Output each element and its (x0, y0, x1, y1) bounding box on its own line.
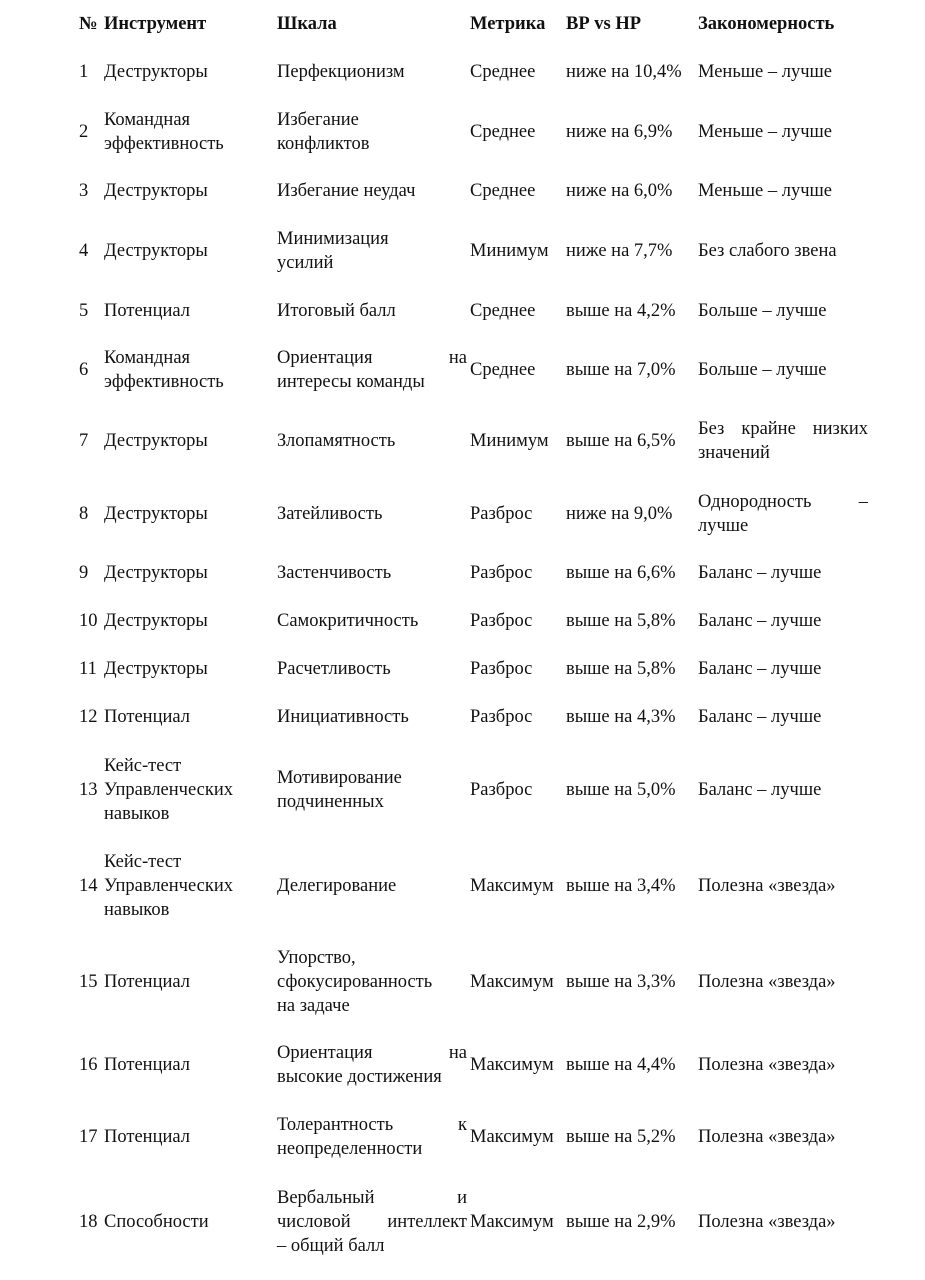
row-number (79, 288, 103, 334)
header-pattern: Закономерность (698, 14, 835, 34)
metric-cell-text: Разброс (470, 563, 533, 583)
pattern-cell-line: Баланс – лучше (698, 780, 822, 800)
comparison-cell-text: ниже на 6,9% (566, 122, 673, 142)
scale-cell-line: на задаче (277, 996, 350, 1016)
instrument-cell-line: Способности (104, 1212, 209, 1232)
comparison-cell-text: выше на 7,0% (566, 360, 676, 380)
instrument-cell (104, 168, 272, 214)
metric-cell-text: Среднее (470, 62, 536, 82)
instrument-cell-line: Деструкторы (104, 504, 208, 524)
scale-cell (277, 1174, 467, 1270)
row-number (79, 1102, 103, 1172)
metric-cell (470, 100, 566, 164)
pattern-cell (698, 408, 868, 474)
pattern-cell (698, 694, 868, 740)
instrument-cell-line: Потенциал (104, 1055, 190, 1075)
scale-cell-line: Ориентация на (277, 348, 467, 368)
row-number-text: 7 (79, 431, 89, 451)
row-number (79, 478, 103, 550)
scale-cell (277, 838, 467, 934)
row-number-text: 1 (79, 62, 89, 82)
comparison-cell-text: ниже на 9,0% (566, 504, 673, 524)
metric-cell (470, 218, 566, 284)
row-number (79, 1174, 103, 1270)
row-number (79, 742, 103, 838)
comparison-cell (566, 54, 698, 90)
instrument-cell (104, 838, 272, 934)
metric-cell (470, 694, 566, 740)
scale-cell-line: Злопамятность (277, 431, 396, 451)
scale-cell (277, 54, 467, 90)
pattern-cell (698, 838, 868, 934)
metric-cell-text: Среднее (470, 360, 536, 380)
comparison-cell-text: выше на 5,8% (566, 611, 676, 631)
pattern-cell-line: Полезна «звезда» (698, 1212, 836, 1232)
comparison-cell-text: выше на 6,6% (566, 563, 676, 583)
instrument-cell-line: Кейс-тест (104, 852, 182, 872)
table-row (0, 694, 925, 740)
comparison-cell-text: выше на 2,9% (566, 1212, 676, 1232)
table-row (0, 598, 925, 644)
scale-cell-line: Избегание (277, 110, 359, 130)
comparison-cell-text: ниже на 7,7% (566, 241, 673, 261)
metric-cell (470, 288, 566, 334)
row-number (79, 934, 103, 1030)
scale-cell (277, 478, 467, 550)
scale-cell (277, 646, 467, 692)
metric-cell-text: Максимум (470, 972, 554, 992)
metric-cell (470, 934, 566, 1030)
instrument-cell (104, 336, 272, 404)
row-number (79, 1030, 103, 1100)
scale-cell (277, 934, 467, 1030)
instrument-cell (104, 694, 272, 740)
scale-cell (277, 742, 467, 838)
table-row (0, 742, 925, 838)
scale-cell-line: усилий (277, 253, 334, 273)
row-number (79, 336, 103, 404)
comparison-cell (566, 646, 698, 692)
comparison-cell-text: выше на 5,2% (566, 1127, 676, 1147)
scale-cell-line: высокие достижения (277, 1067, 442, 1087)
instrument-cell-line: Деструкторы (104, 241, 208, 261)
row-number-text: 3 (79, 181, 89, 201)
comparison-cell-text: ниже на 10,4% (566, 62, 682, 82)
instrument-cell-line: Управленческих (104, 876, 233, 896)
instrument-cell-line: Деструкторы (104, 181, 208, 201)
comparison-cell (566, 100, 698, 164)
header-instrument: Инструмент (104, 14, 207, 34)
scale-cell-line: Самокритичность (277, 611, 419, 631)
comparison-cell (566, 478, 698, 550)
comparison-cell (566, 408, 698, 474)
metric-cell-text: Среднее (470, 301, 536, 321)
instrument-cell-line: навыков (104, 900, 170, 920)
pattern-cell-line: Меньше – лучше (698, 181, 832, 201)
instrument-cell (104, 100, 272, 164)
row-number (79, 100, 103, 164)
comparison-cell (566, 550, 698, 596)
comparison-cell (566, 838, 698, 934)
scale-cell-line: Инициативность (277, 707, 409, 727)
comparison-cell-text: выше на 4,3% (566, 707, 676, 727)
instrument-cell-line: навыков (104, 804, 170, 824)
table-row (0, 218, 925, 284)
table-row (0, 838, 925, 934)
pattern-cell (698, 478, 868, 550)
comparison-cell-text: ниже на 6,0% (566, 181, 673, 201)
pattern-cell (698, 742, 868, 838)
scale-cell-line: Итоговый балл (277, 301, 396, 321)
metric-cell-text: Максимум (470, 876, 554, 896)
header-scale: Шкала (277, 14, 337, 34)
table-row (0, 1174, 925, 1270)
comparison-cell (566, 336, 698, 404)
table-row (0, 100, 925, 164)
scale-cell-line: интересы команды (277, 372, 425, 392)
metric-cell (470, 1030, 566, 1100)
metric-cell (470, 336, 566, 404)
table-row (0, 550, 925, 596)
table-row (0, 288, 925, 334)
metric-cell (470, 838, 566, 934)
row-number (79, 218, 103, 284)
row-number-text: 18 (79, 1212, 98, 1232)
metric-cell-text: Минимум (470, 431, 549, 451)
scale-cell-line: сфокусированность (277, 972, 433, 992)
row-number-text: 13 (79, 780, 98, 800)
scale-cell-line: конфликтов (277, 134, 370, 154)
pattern-cell-line: Баланс – лучше (698, 611, 822, 631)
metric-cell-text: Разброс (470, 504, 533, 524)
metric-cell (470, 1174, 566, 1270)
pattern-cell-line: Меньше – лучше (698, 62, 832, 82)
metric-cell (470, 408, 566, 474)
pattern-cell (698, 336, 868, 404)
metric-cell (470, 478, 566, 550)
comparison-cell (566, 1030, 698, 1100)
pattern-cell (698, 646, 868, 692)
scale-cell-line: Вербальный и (277, 1188, 467, 1208)
instrument-cell (104, 742, 272, 838)
instrument-cell (104, 408, 272, 474)
instrument-cell-line: Деструкторы (104, 563, 208, 583)
table-row (0, 168, 925, 214)
metric-cell-text: Максимум (470, 1055, 554, 1075)
pattern-cell-line: Полезна «звезда» (698, 972, 836, 992)
metric-cell-text: Максимум (470, 1127, 554, 1147)
scale-cell-line: Упорство, (277, 948, 356, 968)
instrument-cell (104, 934, 272, 1030)
pattern-cell-line: Больше – лучше (698, 301, 827, 321)
row-number-text: 2 (79, 122, 89, 142)
pattern-cell-line: Баланс – лучше (698, 707, 822, 727)
pattern-cell-line: Без крайне низких (698, 419, 868, 439)
row-number-text: 14 (79, 876, 98, 896)
scale-cell-line: Избегание неудач (277, 181, 416, 201)
instrument-cell-line: эффективность (104, 134, 224, 154)
instrument-cell (104, 54, 272, 90)
scale-cell-line: Расчетливость (277, 659, 391, 679)
instrument-cell-line: Кейс-тест (104, 756, 182, 776)
scale-cell (277, 1030, 467, 1100)
scale-cell (277, 1102, 467, 1172)
row-number-text: 17 (79, 1127, 98, 1147)
metric-cell-text: Минимум (470, 241, 549, 261)
row-number (79, 54, 103, 90)
scale-cell-line: числовой интеллект (277, 1212, 467, 1232)
scale-cell (277, 336, 467, 404)
table-row (0, 1030, 925, 1100)
table-row (0, 54, 925, 90)
pattern-cell-line: значений (698, 443, 770, 463)
pattern-cell-line: Баланс – лучше (698, 659, 822, 679)
comparison-cell-text: выше на 4,2% (566, 301, 676, 321)
pattern-cell-line: Однородность – (698, 492, 868, 512)
comparison-cell-text: выше на 5,0% (566, 780, 676, 800)
metric-cell (470, 550, 566, 596)
pattern-cell-line: Больше – лучше (698, 360, 827, 380)
pattern-cell (698, 550, 868, 596)
instrument-cell-line: Деструкторы (104, 62, 208, 82)
row-number-text: 11 (79, 659, 97, 679)
comparison-cell (566, 218, 698, 284)
scale-cell-line: Затейливость (277, 504, 383, 524)
comparison-cell-text: выше на 6,5% (566, 431, 676, 451)
comparison-cell (566, 1174, 698, 1270)
instrument-cell (104, 550, 272, 596)
scale-cell (277, 100, 467, 164)
comparison-cell (566, 694, 698, 740)
metric-cell-text: Среднее (470, 181, 536, 201)
row-number-text: 12 (79, 707, 98, 727)
row-number (79, 694, 103, 740)
header-num: № (79, 14, 98, 34)
instrument-cell-line: Деструкторы (104, 431, 208, 451)
scale-cell-line: Толерантность к (277, 1115, 467, 1135)
instrument-cell (104, 598, 272, 644)
row-number (79, 408, 103, 474)
instrument-cell-line: Потенциал (104, 301, 190, 321)
instrument-cell-line: эффективность (104, 372, 224, 392)
instrument-cell-line: Деструкторы (104, 611, 208, 631)
pattern-cell (698, 288, 868, 334)
table-row (0, 1102, 925, 1172)
row-number-text: 10 (79, 611, 98, 631)
pattern-cell-line: Полезна «звезда» (698, 1127, 836, 1147)
instrument-cell (104, 1102, 272, 1172)
row-number (79, 838, 103, 934)
pattern-cell-line: Баланс – лучше (698, 563, 822, 583)
pattern-cell (698, 1030, 868, 1100)
metric-cell-text: Среднее (470, 122, 536, 142)
comparison-cell-text: выше на 5,8% (566, 659, 676, 679)
comparison-cell-text: выше на 4,4% (566, 1055, 676, 1075)
table-row (0, 646, 925, 692)
scale-cell (277, 694, 467, 740)
pattern-cell (698, 168, 868, 214)
table-row (0, 478, 925, 550)
row-number (79, 598, 103, 644)
table-row (0, 408, 925, 474)
row-number-text: 8 (79, 504, 89, 524)
scale-cell-line: – общий балл (277, 1236, 385, 1256)
scale-cell (277, 168, 467, 214)
pattern-cell (698, 934, 868, 1030)
metric-cell (470, 646, 566, 692)
scale-cell-line: Делегирование (277, 876, 397, 896)
pattern-cell (698, 598, 868, 644)
instrument-cell (104, 1030, 272, 1100)
row-number-text: 5 (79, 301, 89, 321)
scale-cell (277, 288, 467, 334)
instrument-cell (104, 218, 272, 284)
row-number (79, 646, 103, 692)
scale-cell-line: Мотивирование (277, 768, 402, 788)
metric-cell (470, 54, 566, 90)
pattern-cell (698, 1174, 868, 1270)
row-number (79, 550, 103, 596)
row-number-text: 15 (79, 972, 98, 992)
scale-cell-line: Минимизация (277, 229, 389, 249)
metric-cell (470, 598, 566, 644)
metric-cell-text: Разброс (470, 659, 533, 679)
metric-cell (470, 742, 566, 838)
instrument-cell (104, 646, 272, 692)
comparison-cell (566, 598, 698, 644)
row-number-text: 9 (79, 563, 89, 583)
instrument-cell-line: Потенциал (104, 707, 190, 727)
instrument-cell-line: Деструкторы (104, 659, 208, 679)
comparison-cell (566, 1102, 698, 1172)
metric-cell-text: Разброс (470, 611, 533, 631)
pattern-cell-line: Без слабого звена (698, 241, 837, 261)
table-row (0, 336, 925, 404)
pattern-cell-line: лучше (698, 516, 749, 536)
comparison-cell-text: выше на 3,3% (566, 972, 676, 992)
instrument-cell (104, 1174, 272, 1270)
instrument-cell (104, 288, 272, 334)
comparison-cell (566, 288, 698, 334)
comparison-cell (566, 168, 698, 214)
metric-cell (470, 1102, 566, 1172)
instrument-cell-line: Потенциал (104, 1127, 190, 1147)
metric-cell-text: Разброс (470, 707, 533, 727)
pattern-cell (698, 54, 868, 90)
pattern-cell (698, 218, 868, 284)
scale-cell (277, 408, 467, 474)
scale-cell-line: подчиненных (277, 792, 384, 812)
scale-cell-line: Ориентация на (277, 1043, 467, 1063)
scale-cell (277, 550, 467, 596)
scale-cell-line: Перфекционизм (277, 62, 405, 82)
comparison-cell (566, 742, 698, 838)
row-number-text: 4 (79, 241, 89, 261)
metric-cell-text: Максимум (470, 1212, 554, 1232)
instrument-cell-line: Управленческих (104, 780, 233, 800)
pattern-cell-line: Меньше – лучше (698, 122, 832, 142)
header-metric: Метрика (470, 14, 546, 34)
row-number-text: 16 (79, 1055, 98, 1075)
table-row (0, 934, 925, 1030)
metric-cell-text: Разброс (470, 780, 533, 800)
instrument-cell-line: Командная (104, 348, 191, 368)
instrument-cell (104, 478, 272, 550)
instrument-cell-line: Командная (104, 110, 191, 130)
scale-cell (277, 598, 467, 644)
header-comparison: ВР vs НР (566, 14, 642, 34)
pattern-cell (698, 1102, 868, 1172)
pattern-cell-line: Полезна «звезда» (698, 876, 836, 896)
comparison-cell-text: выше на 3,4% (566, 876, 676, 896)
pattern-cell-line: Полезна «звезда» (698, 1055, 836, 1075)
metric-cell (470, 168, 566, 214)
row-number-text: 6 (79, 360, 89, 380)
instrument-cell-line: Потенциал (104, 972, 190, 992)
pattern-cell (698, 100, 868, 164)
scale-cell (277, 218, 467, 284)
comparison-cell (566, 934, 698, 1030)
scale-cell-line: Застенчивость (277, 563, 392, 583)
row-number (79, 168, 103, 214)
scale-cell-line: неопределенности (277, 1139, 423, 1159)
